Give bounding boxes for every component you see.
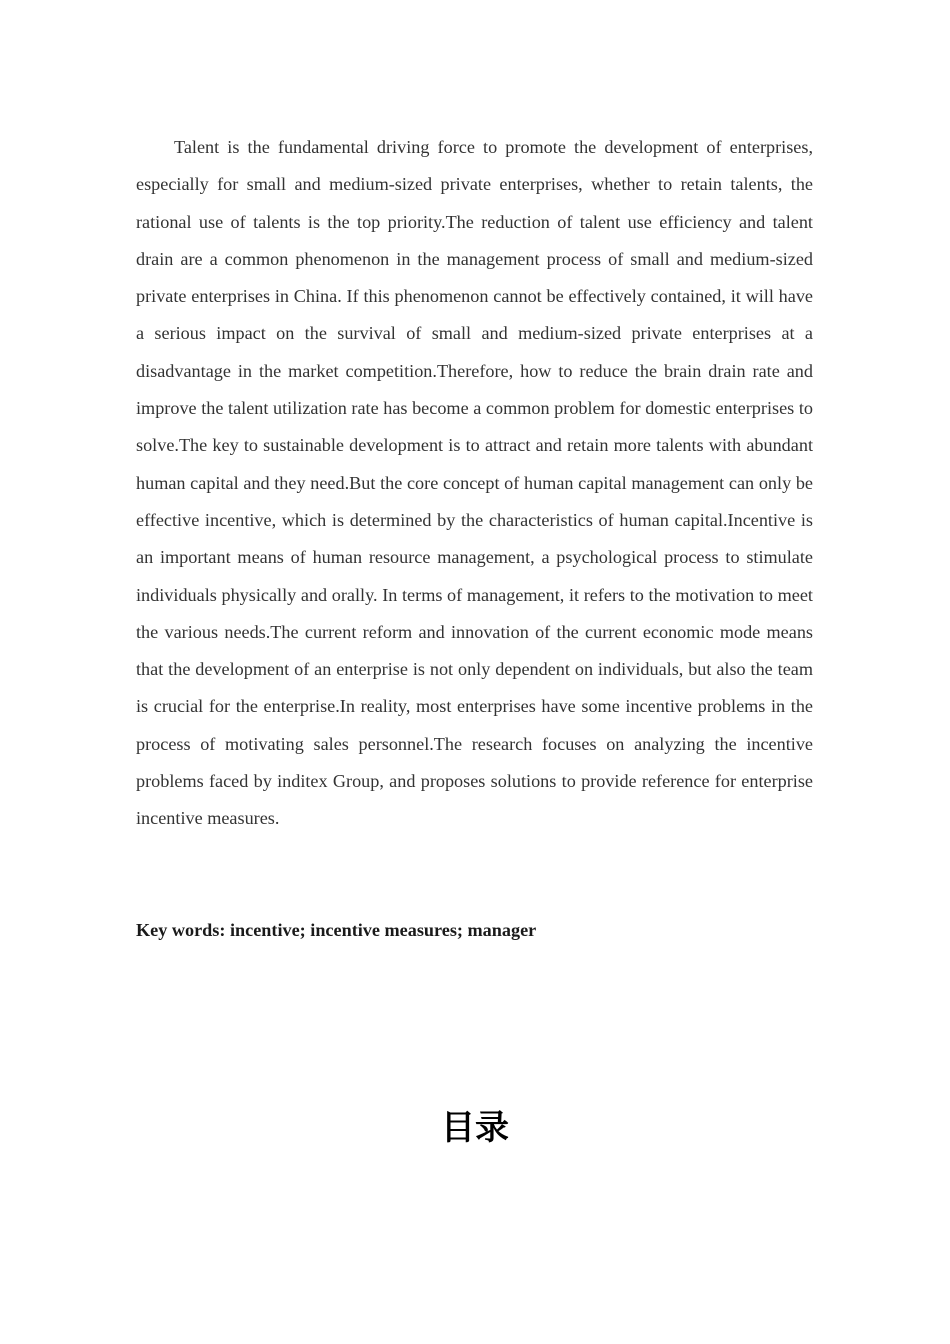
keywords-line: Key words: incentive; incentive measures; manager xyxy=(136,920,537,940)
abstract-paragraph: Talent is the fundamental driving force to promote the development of enterprises, especially for small and medium-sized private enterprises, whether to retain talents, the rational use of talents is the top priority.The reduction of talent use efficiency and talent drain are a common phenomenon in the management process of small and medium-sized private enterprises in China. If this phenomenon cannot be effectively contained, it will have a serious impact on the survival of small and medium-sized private enterprises at a disadvantage in the market competition.Therefore, how to reduce the brain drain rate and improve the talent utilization rate has become a common problem for domestic enterprises to solve.The key to sustainable development is to attract and retain more talents with abundant human capital and they need.But the core concept of human capital management can only be effective incentive, which is determined by the characteristics of human capital.Incentive is an important means of human resource management, a psychological process to stimulate individuals physically and orally. In terms of management, it refers to the motivation to meet the various needs.The current reform and innovation of the current economic mode means that the development of an enterprise is not only dependent on individuals, but also the team is crucial for the enterprise.In reality, most enterprises have some incentive problems in the process of motivating sales personnel.The research focuses on analyzing the incentive problems faced by inditex Group, and proposes solutions to provide reference for enterprise incentive measures. xyxy=(136,137,813,829)
table-of-contents-heading: 目录 xyxy=(441,1108,509,1148)
